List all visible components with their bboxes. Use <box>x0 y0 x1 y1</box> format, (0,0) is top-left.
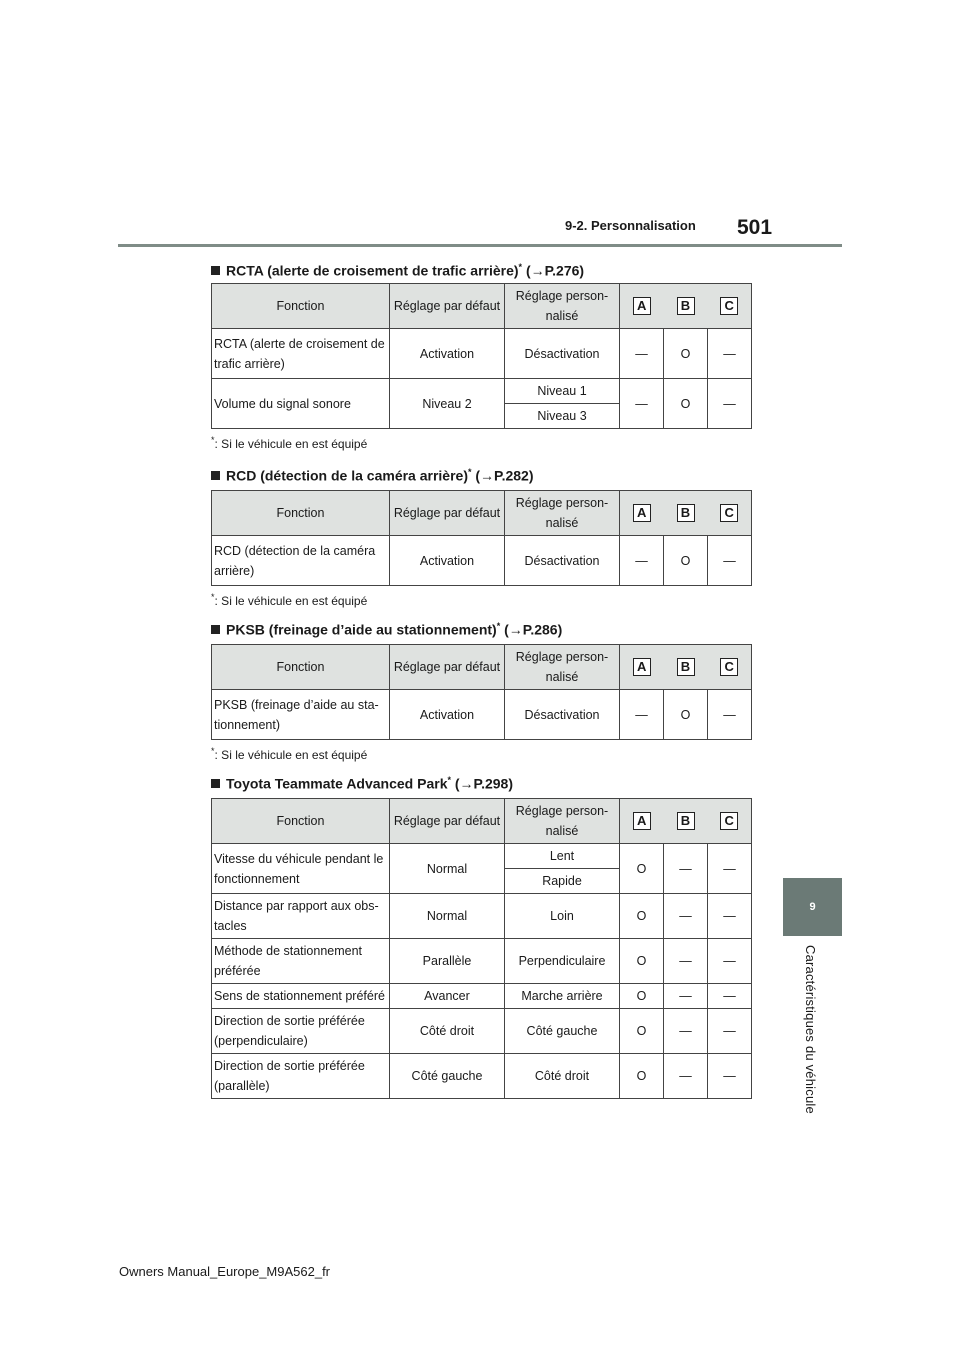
page-reference-link[interactable]: (→P.282) <box>475 467 534 484</box>
col-fonction: Fonction <box>212 645 390 690</box>
section-title: RCTA (alerte de croisement de trafic arrière)* (→P.276) <box>211 257 751 277</box>
col-a <box>620 799 664 844</box>
section-title-text: PKSB (freinage d’aide au stationnement) <box>226 621 497 638</box>
cell-c: — <box>708 690 752 740</box>
col-custom: Réglage person-nalisé <box>505 645 620 690</box>
b-box-icon: B <box>677 658 695 676</box>
footer-doc-id: Owners Manual_Europe_M9A562_fr <box>119 1264 331 1279</box>
section-title-text: Toyota Teammate Advanced Park <box>226 775 448 792</box>
c-box-icon: C <box>720 658 738 676</box>
table-row <box>212 329 752 379</box>
cell-default: Niveau 2 <box>390 379 505 429</box>
cell-default: Normal <box>390 844 505 894</box>
cell-default: Avancer <box>390 984 505 1009</box>
table-row <box>212 984 752 1009</box>
chapter-tab[interactable]: 9 <box>783 878 842 936</box>
cell-function: RCD (détection de la caméra arrière) <box>212 536 390 586</box>
cell-function: Méthode de stationnement préférée <box>212 939 390 984</box>
col-a <box>620 645 664 690</box>
c-box-icon: C <box>720 504 738 522</box>
b-box-icon: B <box>677 504 695 522</box>
page-reference-link[interactable]: (→P.276) <box>525 262 585 279</box>
table-header-row <box>212 799 752 844</box>
cell-a: O <box>620 894 664 939</box>
cell-b: O <box>664 690 708 740</box>
col-custom: Réglage person-nalisé <box>505 284 620 329</box>
col-b <box>664 645 708 690</box>
settings-table <box>211 283 752 429</box>
cell-custom: Désactivation <box>505 329 620 379</box>
table-row <box>212 844 752 869</box>
col-c <box>708 491 752 536</box>
col-b <box>664 799 708 844</box>
section-title: PKSB (freinage d’aide au stationnement)* (→P.286) <box>211 616 751 636</box>
col-custom: Réglage person-nalisé <box>505 491 620 536</box>
cell-b: — <box>664 1054 708 1099</box>
cell-function: Direction de sortie préférée (perpendiculaire) <box>212 1009 390 1054</box>
footnote-text: : Si le véhicule en est équipé <box>214 748 368 762</box>
a-box-icon: A <box>633 297 651 315</box>
settings-table <box>211 644 752 740</box>
table-row <box>212 1054 752 1099</box>
c-box-icon: C <box>720 812 738 830</box>
chapter-tab-label: Caractéristiques du véhicule <box>803 945 818 1114</box>
col-a <box>620 491 664 536</box>
footnote-text: : Si le véhicule en est équipé <box>214 594 368 608</box>
a-box-icon: A <box>633 812 651 830</box>
b-box-icon: B <box>677 297 695 315</box>
cell-c: — <box>708 984 752 1009</box>
bullet-icon <box>211 471 220 480</box>
b-box-icon: B <box>677 812 695 830</box>
col-a <box>620 284 664 329</box>
col-fonction: Fonction <box>212 799 390 844</box>
cell-b: O <box>664 379 708 429</box>
cell-function: Distance par rapport aux obs-tacles <box>212 894 390 939</box>
cell-function: Direction de sortie préférée (parallèle) <box>212 1054 390 1099</box>
table-row <box>212 894 752 939</box>
cell-c: — <box>708 894 752 939</box>
cell-custom: Côté droit <box>505 1054 620 1099</box>
col-fonction: Fonction <box>212 284 390 329</box>
table-header-row <box>212 284 752 329</box>
cell-b: — <box>664 984 708 1009</box>
page-reference-link[interactable]: (→P.286) <box>504 621 563 638</box>
cell-a: O <box>620 939 664 984</box>
col-fonction: Fonction <box>212 491 390 536</box>
settings-table <box>211 798 752 1099</box>
cell-default: Normal <box>390 894 505 939</box>
bullet-icon <box>211 779 220 788</box>
bullet-icon <box>211 625 220 634</box>
cell-a: O <box>620 1054 664 1099</box>
cell-custom: Perpendiculaire <box>505 939 620 984</box>
table-header-row <box>212 491 752 536</box>
cell-c: — <box>708 939 752 984</box>
cell-c: — <box>708 844 752 894</box>
section-title-text: RCTA (alerte de croisement de trafic arrière) <box>226 262 519 279</box>
cell-custom: Côté gauche <box>505 1009 620 1054</box>
cell-a: O <box>620 984 664 1009</box>
header-rule <box>118 244 842 247</box>
a-box-icon: A <box>633 658 651 676</box>
cell-c: — <box>708 536 752 586</box>
cell-custom: Lent <box>505 844 620 869</box>
col-default: Réglage par défaut <box>390 799 505 844</box>
col-c <box>708 799 752 844</box>
col-c <box>708 284 752 329</box>
section-header: 9-2. Personnalisation <box>565 218 696 233</box>
col-default: Réglage par défaut <box>390 284 505 329</box>
cell-custom: Marche arrière <box>505 984 620 1009</box>
cell-c: — <box>708 1009 752 1054</box>
table-row <box>212 1009 752 1054</box>
cell-custom: Loin <box>505 894 620 939</box>
section-advanced-park <box>211 770 751 1099</box>
cell-b: — <box>664 844 708 894</box>
cell-custom: Désactivation <box>505 536 620 586</box>
footnote-text: : Si le véhicule en est équipé <box>214 437 368 451</box>
cell-b: O <box>664 329 708 379</box>
cell-a: O <box>620 1009 664 1054</box>
cell-function: PKSB (freinage d’aide au sta-tionnement) <box>212 690 390 740</box>
cell-custom: Niveau 3 <box>505 404 620 429</box>
cell-custom: Désactivation <box>505 690 620 740</box>
cell-custom: Rapide <box>505 869 620 894</box>
page-number: 501 <box>737 216 773 239</box>
cell-function: RCTA (alerte de croisement de trafic arrière) <box>212 329 390 379</box>
bullet-icon <box>211 266 220 275</box>
cell-default: Activation <box>390 329 505 379</box>
a-box-icon: A <box>633 504 651 522</box>
cell-default: Activation <box>390 690 505 740</box>
cell-default: Activation <box>390 536 505 586</box>
cell-c: — <box>708 1054 752 1099</box>
cell-b: — <box>664 894 708 939</box>
cell-default: Côté droit <box>390 1009 505 1054</box>
cell-b: — <box>664 939 708 984</box>
cell-a: — <box>620 379 664 429</box>
settings-table <box>211 490 752 586</box>
col-b <box>664 284 708 329</box>
table-row <box>212 939 752 984</box>
cell-c: — <box>708 329 752 379</box>
cell-function: Vitesse du véhicule pendant le fonctionnement <box>212 844 390 894</box>
footnote: *: Si le véhicule en est équipé <box>211 746 368 762</box>
c-box-icon: C <box>720 297 738 315</box>
cell-a: O <box>620 844 664 894</box>
section-title: Toyota Teammate Advanced Park* (→P.298) <box>211 770 751 790</box>
table-row <box>212 690 752 740</box>
table-row <box>212 536 752 586</box>
cell-b: O <box>664 536 708 586</box>
cell-function: Volume du signal sonore <box>212 379 390 429</box>
section-title: RCD (détection de la caméra arrière)* (→P.282) <box>211 462 751 482</box>
section-title-text: RCD (détection de la caméra arrière) <box>226 467 468 484</box>
cell-custom: Niveau 1 <box>505 379 620 404</box>
col-custom: Réglage person-nalisé <box>505 799 620 844</box>
cell-default: Côté gauche <box>390 1054 505 1099</box>
cell-a: — <box>620 690 664 740</box>
footnote: *: Si le véhicule en est équipé <box>211 592 368 608</box>
cell-c: — <box>708 379 752 429</box>
section-rcd <box>211 462 751 608</box>
col-b <box>664 491 708 536</box>
section-rcta <box>211 257 751 451</box>
cell-default: Parallèle <box>390 939 505 984</box>
section-pksb <box>211 616 751 762</box>
cell-a: — <box>620 329 664 379</box>
table-row <box>212 379 752 404</box>
col-default: Réglage par défaut <box>390 645 505 690</box>
col-default: Réglage par défaut <box>390 491 505 536</box>
footnote: *: Si le véhicule en est équipé <box>211 435 368 451</box>
cell-b: — <box>664 1009 708 1054</box>
page-reference-link[interactable]: (→P.298) <box>454 775 513 792</box>
col-c <box>708 645 752 690</box>
cell-function: Sens de stationnement préféré <box>212 984 390 1009</box>
table-header-row <box>212 645 752 690</box>
cell-a: — <box>620 536 664 586</box>
